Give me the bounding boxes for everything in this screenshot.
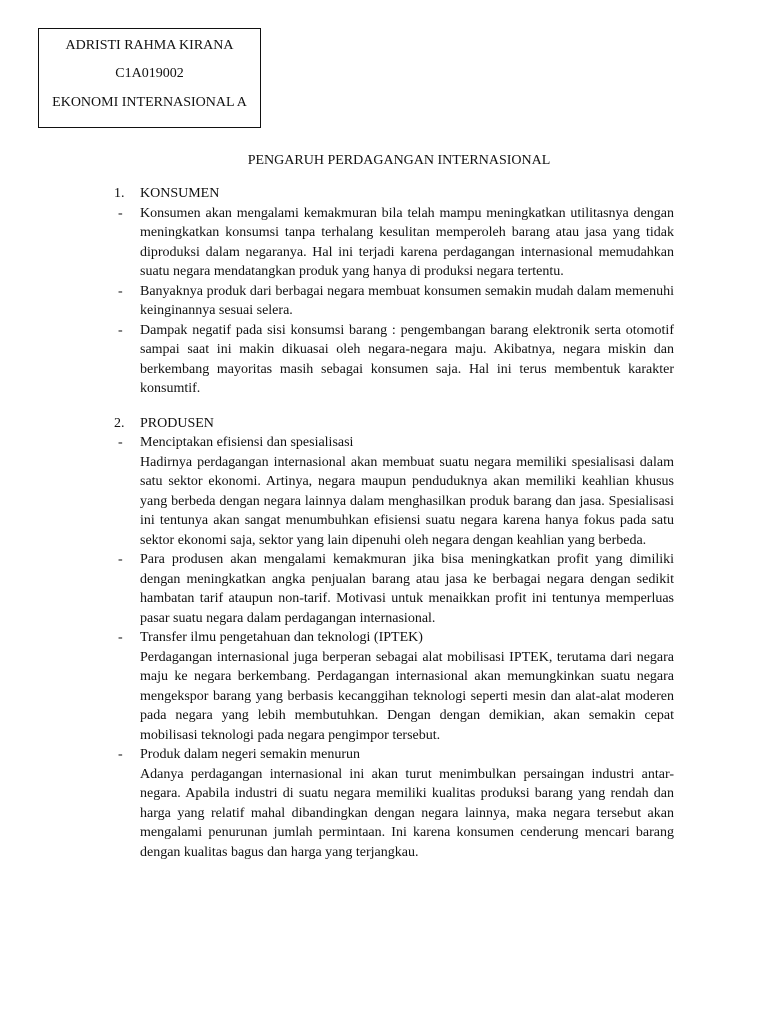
section-heading-produsen [114, 414, 674, 434]
bullet-dash: - [118, 552, 123, 567]
bullet-dash: - [118, 747, 123, 762]
paragraph: Para produsen akan mengalami kemakmuran jika bisa meningkatkan profit yang dimiliki dengan meningkatkan angka penjualan barang atau jasa ke berbagai negara dengan sedikit hambatan tarif ataupun non-tarif. Motivasi untuk menaikkan profit ini tentunya memperluas pasar suatu negara dalam perdagangan internasional. [140, 552, 674, 626]
section-number: 1. [114, 186, 125, 201]
bullet-dash: - [118, 205, 123, 221]
list-item [114, 321, 674, 399]
section-number: 2. [114, 415, 125, 431]
list-item [114, 282, 674, 321]
identity-box [38, 28, 261, 128]
item-subheading: Transfer ilmu pengetahuan dan teknologi (IPTEK) [140, 630, 423, 645]
section-title: PRODUSEN [140, 415, 214, 431]
paragraph: Perdagangan internasional juga berperan sebagai alat mobilisasi IPTEK, terutama dari negara maju ke negara berkembang. Perdagangan internasional akan memungkinkan suatu negara mengekspor barang yang berbasis kecanggihan teknologi seperti mesin dan alat-alat moderen pada negara yang lebih membutuhkan. Dengan dengan demikian, akan semakin cepat mobilisasi teknologi pada negara pengimpor tersebut. [140, 649, 674, 743]
bullet-dash: - [118, 283, 123, 299]
paragraph: Dampak negatif pada sisi konsumsi barang : pengembangan barang elektronik serta otomotif sampai saat ini makin dikuasai oleh negara-negara maju. Akibatnya, negara miskin dan berkembang mayoritas masih sebagai konsumen saja. Hal ini terus membentuk karakter konsumtif. [140, 322, 674, 396]
document-body [114, 184, 674, 862]
list-item [114, 204, 674, 282]
list-item [114, 550, 674, 628]
item-subheading: Produk dalam negeri semakin menurun [140, 747, 361, 762]
bullet-dash: - [118, 322, 123, 338]
class-name: EKONOMI INTERNASIONAL A [52, 95, 247, 110]
student-name: ADRISTI RAHMA KIRANA [65, 38, 234, 53]
bullet-dash: - [118, 435, 123, 450]
student-id: C1A019002 [115, 66, 184, 81]
section-heading-konsumen [114, 184, 674, 204]
paragraph: Banyaknya produk dari berbagai negara membuat konsumen semakin mudah dalam memenuhi keinginannya sesuai selera. [140, 283, 674, 318]
paragraph: Konsumen akan mengalami kemakmuran bila telah mampu meningkatkan utilitasnya dengan meningkatkan konsumsi tanpa terhalang kesulitan memperoleh barang atau jasa yang tidak diproduksi dalam negaranya. Hal ini terjadi karena perdagangan internasional memudahkan suatu negara mendatangkan produk yang hanya di produksi negara tertentu. [140, 205, 674, 279]
item-subheading: Menciptakan efisiensi dan spesialisasi [140, 435, 354, 450]
section-title: KONSUMEN [140, 186, 220, 201]
list-item [114, 628, 674, 745]
paragraph: Hadirnya perdagangan internasional akan membuat suatu negara memiliki spesialisasi dalam satu sektor ekonomi. Artinya, negara maupun penduduknya akan memiliki keahlian khusus yang berbeda dengan negara lainnya dalam menghasilkan produk barang dan jasa. Spesialisasi ini tentunya akan sangat menumbuhkan efisiensi suatu negara karena hanya fokus pada satu sektor ekonomi saja, sektor yang lain dipenuhi oleh negara dengan keahlian yang berbeda. [140, 454, 674, 548]
paragraph: Adanya perdagangan internasional ini akan turut menimbulkan persaingan industri antar-negara. Apabila industri di suatu negara memiliki kualitas produksi barang yang rendah dan harga yang relatif mahal dibandingkan dengan negara lainnya, maka negara tersebut akan mengalami penurunan jumlah permintaan. Ini karena konsumen cenderung mencari barang dengan kualitas bagus dan harga yang terjangkau. [140, 766, 674, 860]
list-item [114, 433, 674, 550]
document-title: PENGARUH PERDAGANGAN INTERNASIONAL [247, 153, 551, 168]
bullet-dash: - [118, 630, 123, 645]
list-item [114, 745, 674, 862]
